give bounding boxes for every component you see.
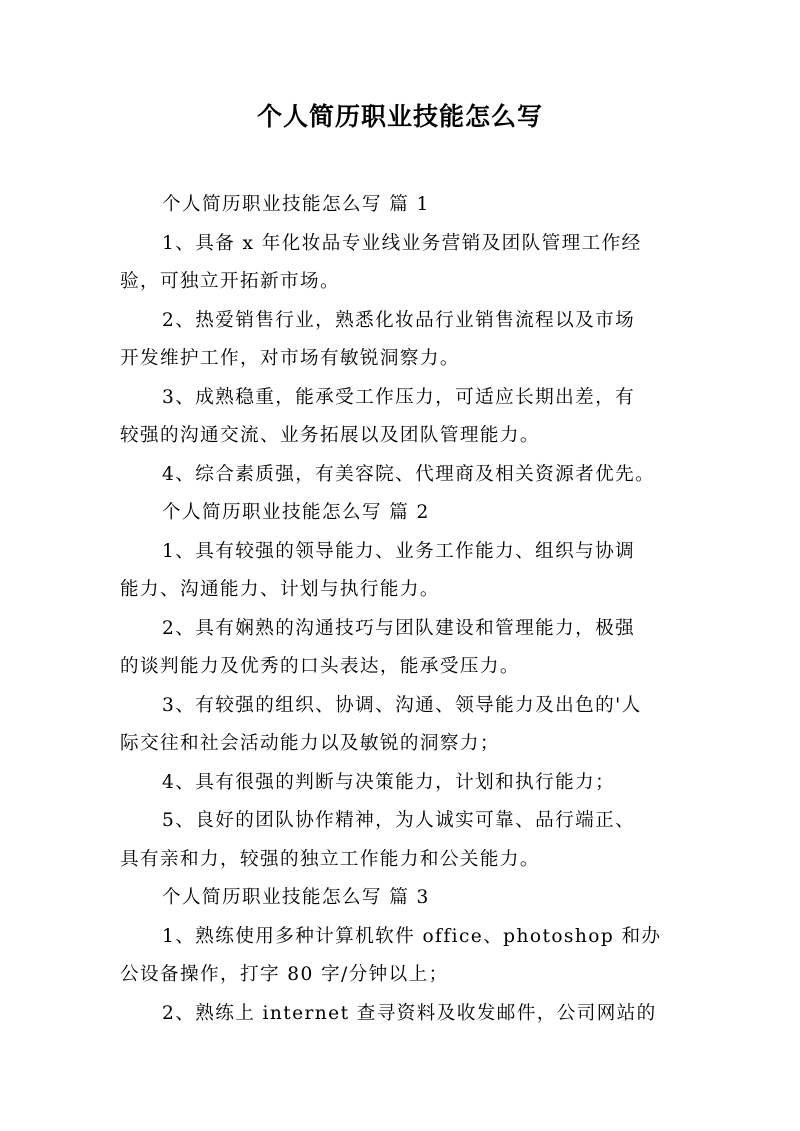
- paragraph-line: 3、成熟稳重，能承受工作压力，可适应长期出差，有: [162, 386, 636, 408]
- paragraph-line: 5、良好的团队协作精神，为人诚实可靠、品行端正、: [162, 810, 636, 831]
- section-heading-1: 个人简历职业技能怎么写 篇 1: [162, 194, 430, 215]
- paragraph-line: 公设备操作，打字 80 字/分钟以上；: [120, 964, 449, 985]
- paragraph-line: 2、具有娴熟的沟通技巧与团队建设和管理能力，极强: [162, 617, 636, 639]
- paragraph-line: 1、具备 x 年化妆品专业线业务营销及团队管理工作经: [162, 232, 642, 254]
- section-heading-2: 个人简历职业技能怎么写 篇 2: [162, 502, 430, 523]
- paragraph-line: 3、有较强的组织、协调、沟通、领导能力及出色的'人: [162, 694, 642, 716]
- paragraph-line: 较强的沟通交流、业务拓展以及团队管理能力。: [120, 425, 540, 446]
- paragraph-line: 能力、沟通能力、计划与执行能力。: [120, 579, 440, 600]
- paragraph-line: 的谈判能力及优秀的口头表达，能承受压力。: [120, 656, 520, 677]
- document-body: [120, 186, 686, 1033]
- paragraph-line: 1、熟练使用多种计算机软件 office、photoshop 和办: [162, 925, 662, 947]
- paragraph-line: 开发维护工作，对市场有敏锐洞察力。: [120, 348, 460, 369]
- paragraph-line: 1、具有较强的领导能力、业务工作能力、组织与协调: [162, 540, 636, 562]
- paragraph-line: 2、热爱销售行业，熟悉化妆品行业销售流程以及市场: [162, 309, 636, 331]
- paragraph-line: 2、熟练上 internet 查寻资料及收发邮件，公司网站的: [162, 1002, 657, 1024]
- section-heading-3: 个人简历职业技能怎么写 篇 3: [162, 887, 430, 908]
- paragraph-line: 4、具有很强的判断与决策能力，计划和执行能力；: [162, 771, 616, 793]
- paragraph-line: 具有亲和力，较强的独立工作能力和公关能力。: [120, 848, 540, 870]
- document-title: 个人简历职业技能怎么写: [256, 102, 543, 131]
- paragraph-line: 4、综合素质强，有美容院、代理商及相关资源者优先。: [162, 463, 656, 485]
- paragraph-line: 际交往和社会活动能力以及敏锐的洞察力；: [120, 733, 500, 754]
- paragraph-line: 验，可独立开拓新市场。: [120, 271, 340, 292]
